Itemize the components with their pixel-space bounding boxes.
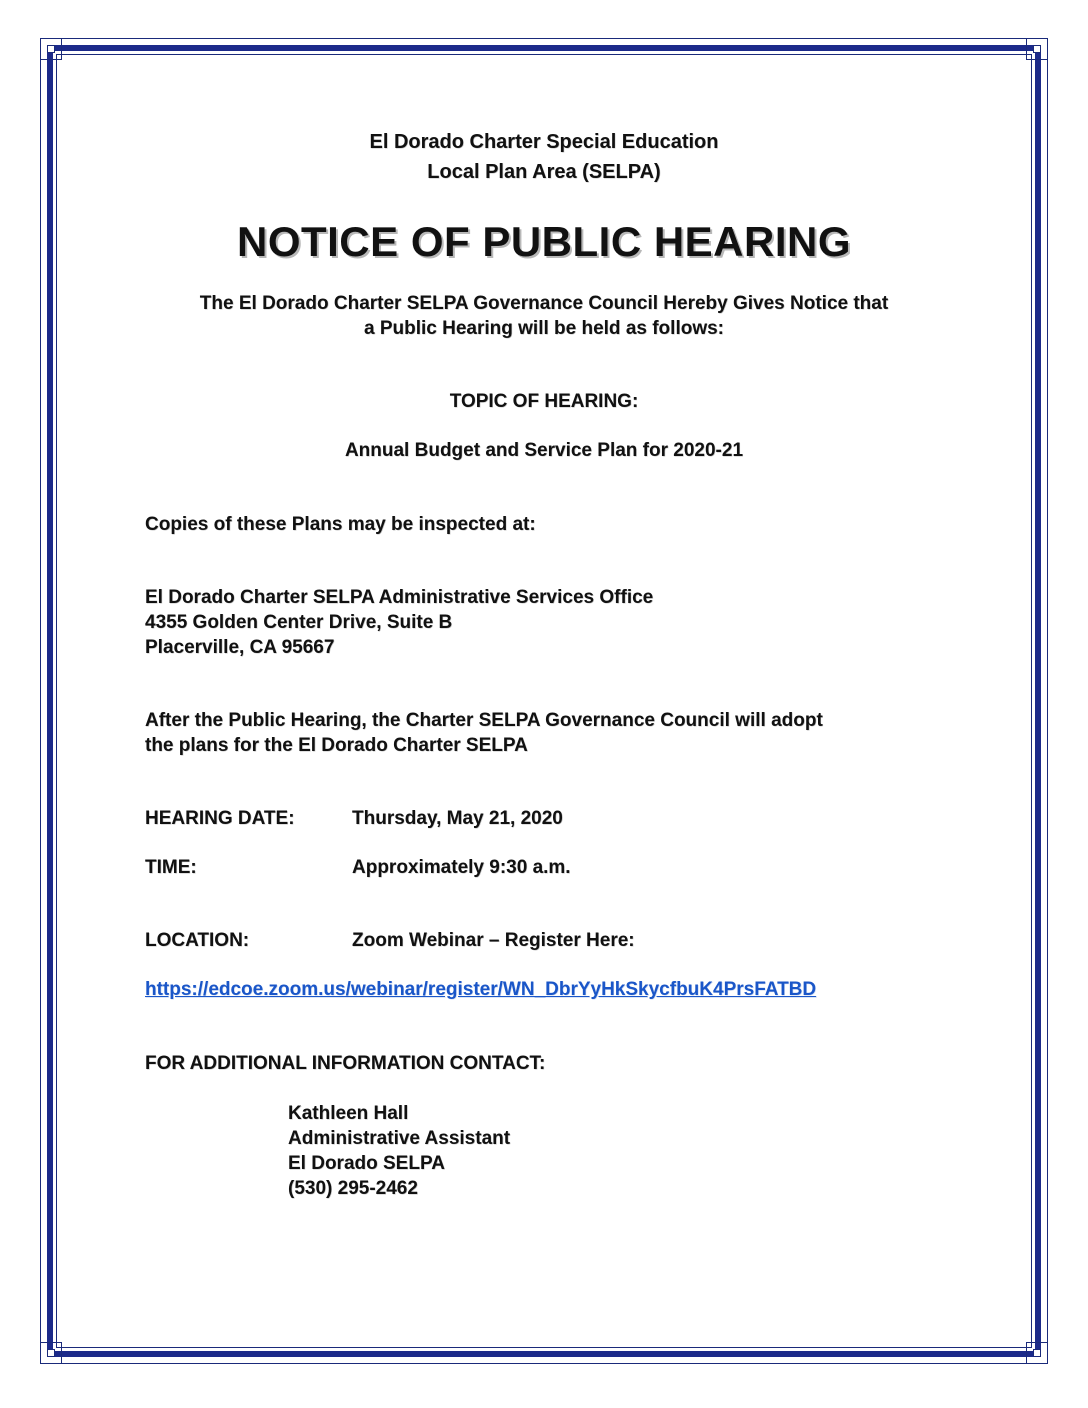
location-label: LOCATION: — [145, 930, 250, 951]
time-value: Approximately 9:30 a.m. — [352, 857, 571, 878]
contact-role: Administrative Assistant — [288, 1128, 511, 1149]
intro-line: The El Dorado Charter SELPA Governance Council Hereby Gives Notice that — [199, 293, 889, 314]
inspection-intro: Copies of these Plans may be inspected at: — [145, 514, 536, 535]
border-corner-ornament — [1026, 1342, 1048, 1364]
time-label: TIME: — [145, 857, 197, 878]
adoption-text: After the Public Hearing, the Charter SELPA Governance Council will adopt — [145, 710, 823, 731]
org-subtitle: Local Plan Area (SELPA) — [427, 161, 661, 183]
contact-heading: FOR ADDITIONAL INFORMATION CONTACT: — [145, 1053, 546, 1074]
border-corner-ornament — [1026, 38, 1048, 60]
hearing-date-label: HEARING DATE: — [145, 808, 295, 829]
topic-label: TOPIC OF HEARING: — [449, 391, 639, 412]
intro-line: a Public Hearing will be held as follows: — [363, 318, 725, 339]
topic-value: Annual Budget and Service Plan for 2020-21 — [344, 440, 744, 461]
contact-organization: El Dorado SELPA — [288, 1153, 445, 1174]
org-name: El Dorado Charter Special Education — [369, 131, 719, 153]
border-corner-ornament — [40, 38, 62, 60]
office-street: 4355 Golden Center Drive, Suite B — [145, 612, 453, 633]
page-title: NOTICE OF PUBLIC HEARING — [236, 218, 851, 265]
registration-link[interactable]: https://edcoe.zoom.us/webinar/register/WN_DbrYyHkSkycfbuK4PrsFATBD — [145, 979, 817, 1000]
location-value: Zoom Webinar – Register Here: — [352, 930, 635, 951]
contact-phone: (530) 295-2462 — [288, 1178, 418, 1199]
office-name: El Dorado Charter SELPA Administrative Services Office — [145, 587, 654, 608]
contact-name: Kathleen Hall — [288, 1103, 409, 1124]
office-city: Placerville, CA 95667 — [145, 637, 335, 658]
border-corner-ornament — [40, 1342, 62, 1364]
adoption-text: the plans for the El Dorado Charter SELPA — [145, 735, 528, 756]
hearing-date-value: Thursday, May 21, 2020 — [352, 808, 563, 829]
